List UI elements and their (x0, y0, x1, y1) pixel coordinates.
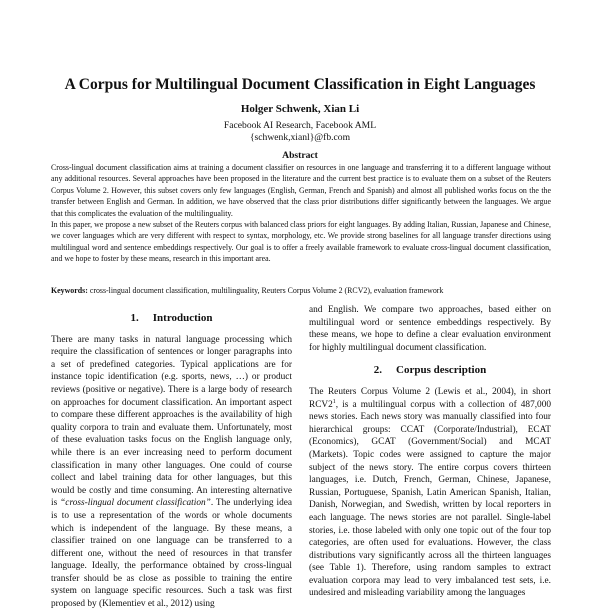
keywords-label: Keywords: (51, 286, 88, 295)
section-title: Corpus description (396, 364, 487, 377)
left-column (51, 312, 292, 610)
footnote-mark: 1 (332, 398, 336, 405)
affiliation: Facebook AI Research, Facebook AML (223, 120, 377, 131)
introduction-heading (51, 312, 292, 325)
paper-title: A Corpus for Multilingual Document Classification in Eight Languages (64, 76, 536, 93)
right-column (309, 304, 551, 600)
corpus-description-paragraph (309, 386, 551, 600)
intro-text-a: There are many tasks in natural language processing which require the classification of sentences or longer paragraphs into a set of predefined categories. Typical applications are for instance topic identification (e.g. sports, news, …) or product reviews (positive or negative). There is a large body of research on approaches for document classification. An important aspect to compare these different approaches is the availability of high quality corpora to train and evaluate them. Unfortunately, most of these evaluation tasks focus on the English language only, while there is an ever increasing need to perform document classification in many other languages. One could of course collect and label training data for other languages, but this would be costly and time consuming. An interesting alternative is (51, 334, 292, 509)
paper-authors: Holger Schwenk, Xian Li (240, 103, 360, 115)
paper-affiliation-block (0, 120, 600, 144)
section-number: 1. (130, 312, 139, 324)
keywords-text: cross-lingual document classification, multilinguality, Reuters Corpus Volume 2 (RCV2), evaluation framework (89, 286, 444, 295)
section-title: Introduction (152, 312, 213, 324)
corpus-text-b: , is a multilingual corpus with a collection of 487,000 news stories. Each news story was manually classified into four hierarchical groups: CCAT (Corporate/Industrial), ECAT (Economics), GCAT (Government/Social) and MCAT (Markets). Topic codes were assigned to capture the major subject of the news story. The entire corpus covers thirteen languages, i.e. Dutch, French, German, Chinese, Japanese, Russian, Portuguese, Spanish, Latin American Spanish, Italian, Danish, Norwegian, and Swedish, written by local reporters in each language. The news stories are not parallel. Single-label stories, i.e. those labeled with only one topic out of the four top categories, are often used for evaluations. However, the class distributions vary significantly across all the thirteen languages (see Table 1). Therefore, using random samples to extract evaluation corpora may lead to very imbalanced test sets, i.e. undesired and misleading variability among the languages (309, 399, 551, 599)
abstract-body (51, 162, 551, 265)
intro-continuation: and English. We compare two approaches, based either on multilingual word or sentence embeddings respectively. By these means, we hope to define a clear evaluation environment for highly multilingual document classification. (309, 305, 551, 353)
abstract-paragraph-2: In this paper, we propose a new subset of the Reuters corpus with balanced class priors for eight languages. By adding Italian, Russian, Japanese and Chinese, we cover languages which are very different with respect to syntax, morphology, etc. We provide strong baselines for all language transfer directions using multilingual word and sentence embeddings respectively. Our goal is to offer a freely available framework to evaluate cross-lingual document classification, and we hope to foster by these means, research in this important area. (51, 220, 551, 264)
introduction-paragraph (51, 334, 292, 611)
abstract-heading: Abstract (282, 150, 318, 161)
keywords (51, 285, 551, 296)
intro-quote: “cross-lingual document classification” (60, 498, 211, 509)
abstract-paragraph-1: Cross-lingual document classification aims at training a document classifier on resources in one language and transferring it to a different language without any additional resources. Several approaches have been proposed in the literature and the current best practice is to evaluate them on a subset of the Reuters Corpus Volume 2. However, this subset covers only few languages (English, German, French and Spanish) and almost all published works focus on the the transfer between English and German. In addition, we have observed that the class prior distributions differ significantly between the languages. We argue that this complicates the evaluation of the multilinguality. (51, 163, 551, 218)
corpus-description-heading (309, 364, 551, 377)
corpus-text-a: The Reuters Corpus Volume 2 (Lewis et al., 2004), in short RCV2 (309, 386, 551, 410)
intro-text-b: . The underlying idea is to use a representation of the words or whole documents which is independent of the language. By these means, a classifier trained on one language can be transferred to a different one, without the need of resources in that transfer language. Ideally, the performance obtained by cross-lingual transfer should be as close as possible to training the entire system on language specific resources. Such a task was first proposed by (Klementiev et al., 2012) using (51, 498, 292, 610)
author-email: {schwenk,xianl}@fb.com (249, 132, 351, 143)
section-number: 2. (373, 364, 383, 377)
